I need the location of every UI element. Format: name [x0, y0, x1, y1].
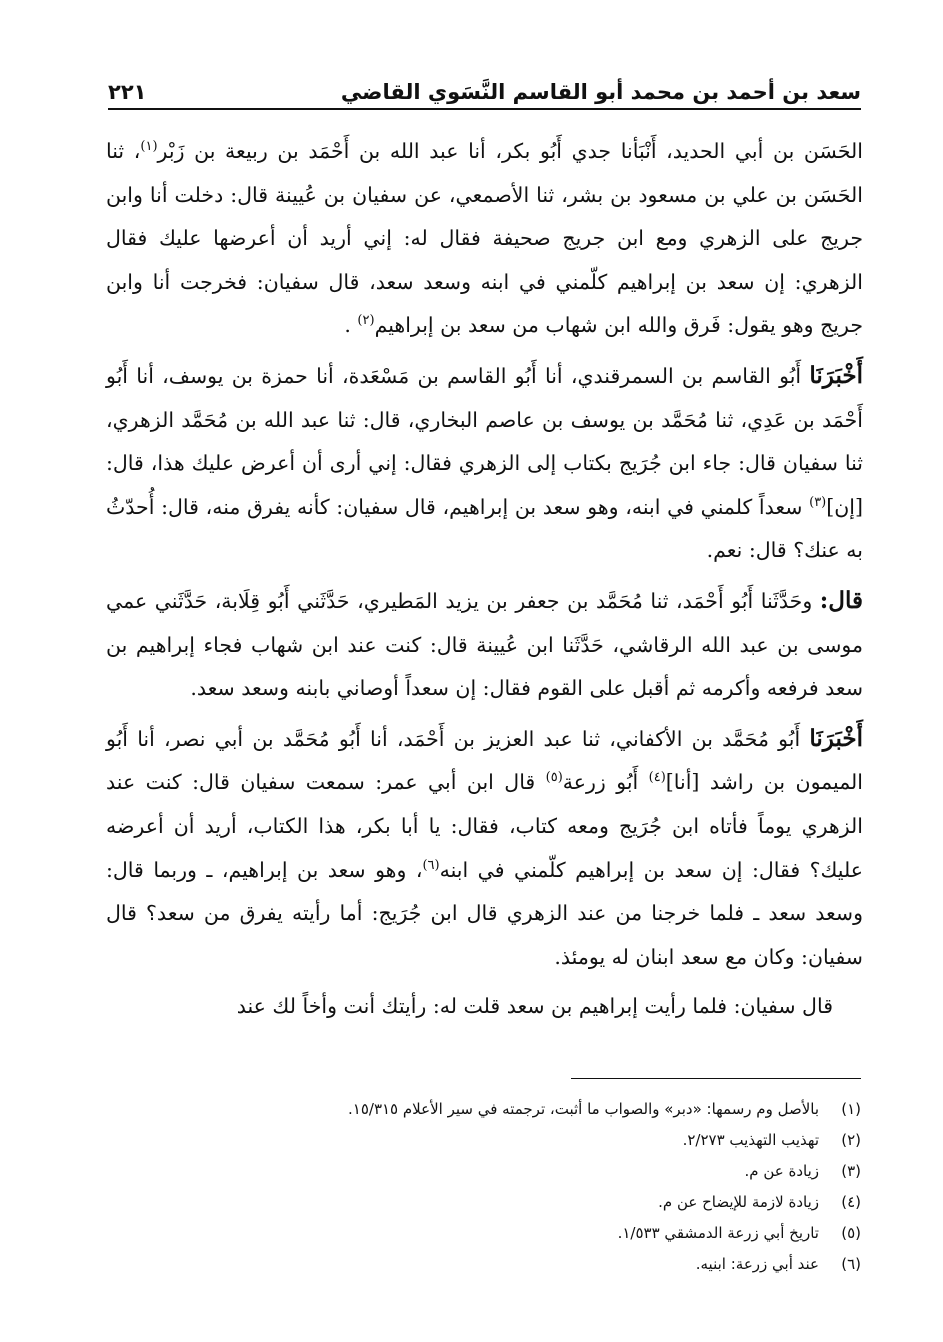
- footnote-ref: (٢): [357, 313, 375, 329]
- footnote-number: (٣): [841, 1162, 861, 1180]
- footnote-item: [110, 1094, 861, 1125]
- footnotes: [110, 1094, 861, 1280]
- footnote-number: (٥): [841, 1224, 861, 1242]
- footnote-number: (١): [841, 1100, 861, 1118]
- text-segment: أَبُو مُحَمَّد بن الأكفاني، ثنا عبد العزيز بن أَحْمَد، أنا أَبُو مُحَمَّد بن أبي نصر، أنا أَبُو الميمون بن راشد [أنا]: [106, 726, 863, 795]
- footnote-number: (٢): [841, 1131, 861, 1149]
- footnote-text: زيادة لازمة للإيضاح عن م.: [658, 1193, 819, 1211]
- text-segment: سعداً كلمني في ابنه، وهو سعد بن إبراهيم، قال سفيان: كأنه يفرق منه، قال: أُحدّثُ به عنك؟ قال: نعم.: [106, 494, 863, 563]
- text-segment: قال سفيان: فلما رأيت إبراهيم بن سعد قلت له: رأيتك أنت وأخاً لك عند: [236, 994, 833, 1019]
- footnote-ref: (١): [140, 139, 158, 155]
- page-header: [108, 64, 861, 110]
- paragraph: [106, 985, 863, 1029]
- keyword: أَخْبَرَنَا: [809, 361, 863, 389]
- footnote-number: (٦): [841, 1255, 861, 1273]
- footnote-ref: (٣): [809, 494, 827, 510]
- footnote-item: [110, 1187, 861, 1218]
- footnote-text: تهذيب التهذيب ٢/٢٧٣.: [682, 1131, 819, 1149]
- text-segment: ، وهو سعد بن إبراهيم، ـ وربما قال: وسعد سعد ـ فلما خرجنا من عند الزهري قال ابن جُرَيج: أما رأيته يفرق من سعد؟ قال سفيان: وكان مع سعد ابنان له يومئذ.: [106, 857, 863, 969]
- footnote-item: [110, 1249, 861, 1280]
- main-text: [106, 130, 863, 1035]
- paragraph: [106, 130, 863, 348]
- keyword: أَخْبَرَنَا: [809, 724, 863, 752]
- text-segment: الحَسَن بن أبي الحديد، أَنْبَأنا جدي أَبُو بكر، أنا عبد الله بن أَحْمَد بن ربيعة بن زَبْر: [157, 139, 863, 163]
- text-segment: أَبُو زرعة: [562, 770, 649, 795]
- footnote-ref: (٥): [545, 770, 563, 786]
- text-segment: قال ابن أبي عمر: سمعت سفيان قال: كنت عند الزهري يوماً فأتاه ابن جُرَيج ومعه كتاب، فقال: يا أبا بكر، هذا الكتاب، أريد أن أعرضه عليك؟ فقال: إن سعد بن إبراهيم كلّمني في ابنه: [106, 770, 864, 882]
- footnote-text: عند أبي زرعة: ابنيه.: [695, 1255, 819, 1273]
- text-segment: .: [344, 313, 358, 338]
- text-segment: ، ثنا الحَسَن بن علي بن مسعود بن بشر، ثنا الأصمعي، عن سفيان بن عُيينة قال: دخلت أنا وابن جريج على الزهري ومع ابن جريج صحيفة فقال له: إني أريد أن أعرضها عليك فقال الزهري: إن سعد بن إبراهيم كلّمني في ابنه وسعد سعد، قال سفيان: فخرجت أنا وابن جريج وهو يقول: فَرق والله ابن شهاب من سعد بن إبراهيم: [106, 139, 863, 338]
- footnote-separator: [571, 1078, 861, 1079]
- footnote-ref: (٦): [422, 857, 440, 873]
- footnote-item: [110, 1156, 861, 1187]
- footnote-ref: (٤): [648, 770, 666, 786]
- footnote-text: تاريخ أبي زرعة الدمشقي ١/٥٣٣.: [617, 1224, 819, 1242]
- keyword: قال:: [819, 586, 863, 614]
- footnote-item: [110, 1125, 861, 1156]
- text-segment: وحَدَّثَنا أَبُو أَحْمَد، ثنا مُحَمَّد بن جعفر بن يزيد المَطيري، حَدَّثَني أَبُو قِلَابة، حَدَّثَني عمي موسى بن عبد الله الرقاشي، حَدَّثَنا ابن عُيينة قال: كنت عند ابن شهاب فجاء إبراهيم بن سعد فرفعه وأكرمه ثم أقبل على القوم فقال: إن سعداً أوصاني بابنه وسعد سعد.: [106, 588, 863, 701]
- footnote-number: (٤): [841, 1193, 861, 1211]
- footnote-text: بالأصل وم رسمها: «دبر» والصواب ما أثبت، ترجمته في سير الأعلام ١٥/٣١٥.: [348, 1100, 819, 1118]
- footnote-text: زيادة عن م.: [744, 1162, 819, 1180]
- paragraph: [106, 717, 863, 980]
- footnote-item: [110, 1218, 861, 1249]
- running-title: سعد بن أحمد بن محمد أبو القاسم النَّسَوي القاضي: [340, 80, 861, 104]
- page-number: ٢٢١: [108, 80, 147, 104]
- text-segment: أَبُو القاسم بن السمرقندي، أنا أَبُو القاسم بن مَسْعَدة، أنا حمزة بن يوسف، أنا أَبُو أَحْمَد بن عَدِي، ثنا مُحَمَّد بن يوسف بن عاصم البخاري، قال: ثنا عبد الله بن مُحَمَّد الزهري، ثنا سفيان قال: جاء ابن جُرَيج بكتاب إلى الزهري فقال: إني أرى أن أعرض عليك هذا، قال: [إن]: [106, 363, 863, 519]
- paragraph: [106, 579, 863, 711]
- paragraph: [106, 354, 863, 573]
